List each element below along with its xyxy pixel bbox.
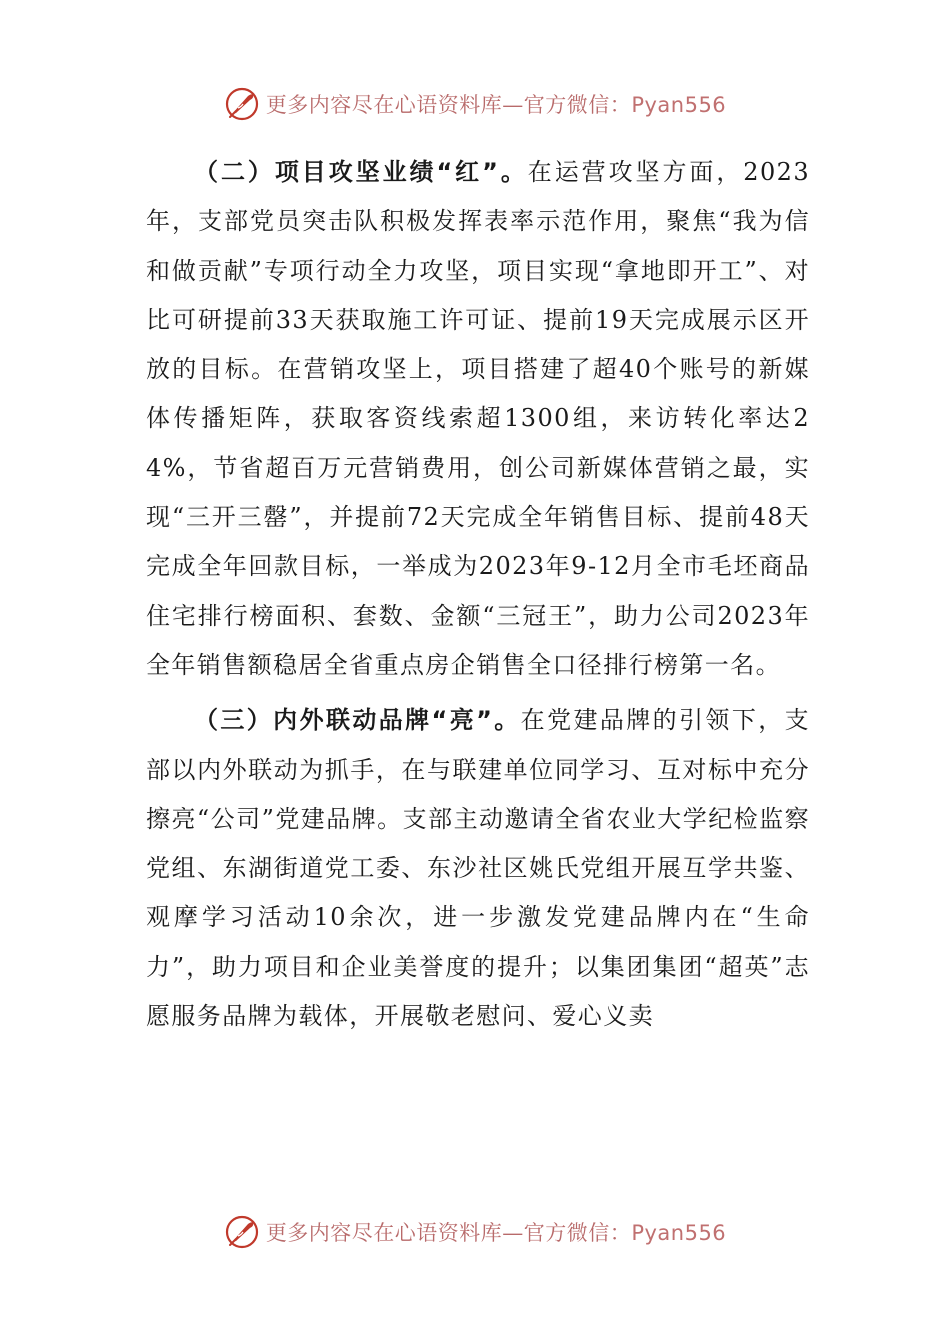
watermark-wechat-id: Pyan556 [631,93,727,117]
quill-logo-icon [224,86,260,122]
watermark-text [266,89,726,119]
paragraph-heading: （三）内外联动品牌“亮”。 [194,706,521,735]
watermark-wechat-id: Pyan556 [631,1221,727,1245]
watermark-footer [0,1212,950,1252]
paragraph-project-performance [146,148,810,690]
watermark-main-text: 更多内容尽在心语资料库—官方微信： [265,93,632,117]
paragraph-brand-linkage [146,696,810,1041]
document-body [146,148,810,1047]
paragraph-heading: （二）项目攻坚业绩“红”。 [194,158,528,186]
watermark-header [0,84,950,124]
paragraph-text: 在运营攻坚方面，2023年，支部党员突击队积极发挥表率示范作用，聚焦“我为信和做贡献”专项行动全力攻坚，项目实现“拿地即开工”、对比可研提前33天获取施工许可证、提前19天完成展示区开放的目标。在营销攻坚上，项目搭建了超40个账号的新媒体传播矩阵，获取客资线索超1300组，来访转化率达24%，节省超百万元营销费用，创公司新媒体营销之最，实现“三开三罄”，并提前72天完成全年销售目标、提前48天完成全年回款目标，一举成为2023年9-12月全市毛坯商品住宅排行榜面积、套数、金额“三冠王”，助力公司2023年全年销售额稳居全省重点房企销售全口径排行榜第一名。 [146,158,810,679]
paragraph-text: 在党建品牌的引领下，支部以内外联动为抓手，在与联建单位同学习、互对标中充分擦亮“公司”党建品牌。支部主动邀请全省农业大学纪检监察党组、东湖街道党工委、东沙社区姚氏党组开展互学共鉴、观摩学习活动10余次，进一步激发党建品牌内在“生命力”，助力项目和企业美誉度的提升；以集团集团“超英”志愿服务品牌为载体，开展敬老慰问、爱心义卖 [146,706,811,1031]
watermark-text [266,1217,726,1247]
watermark-main-text: 更多内容尽在心语资料库—官方微信： [265,1221,632,1245]
quill-logo-icon [224,1214,260,1250]
